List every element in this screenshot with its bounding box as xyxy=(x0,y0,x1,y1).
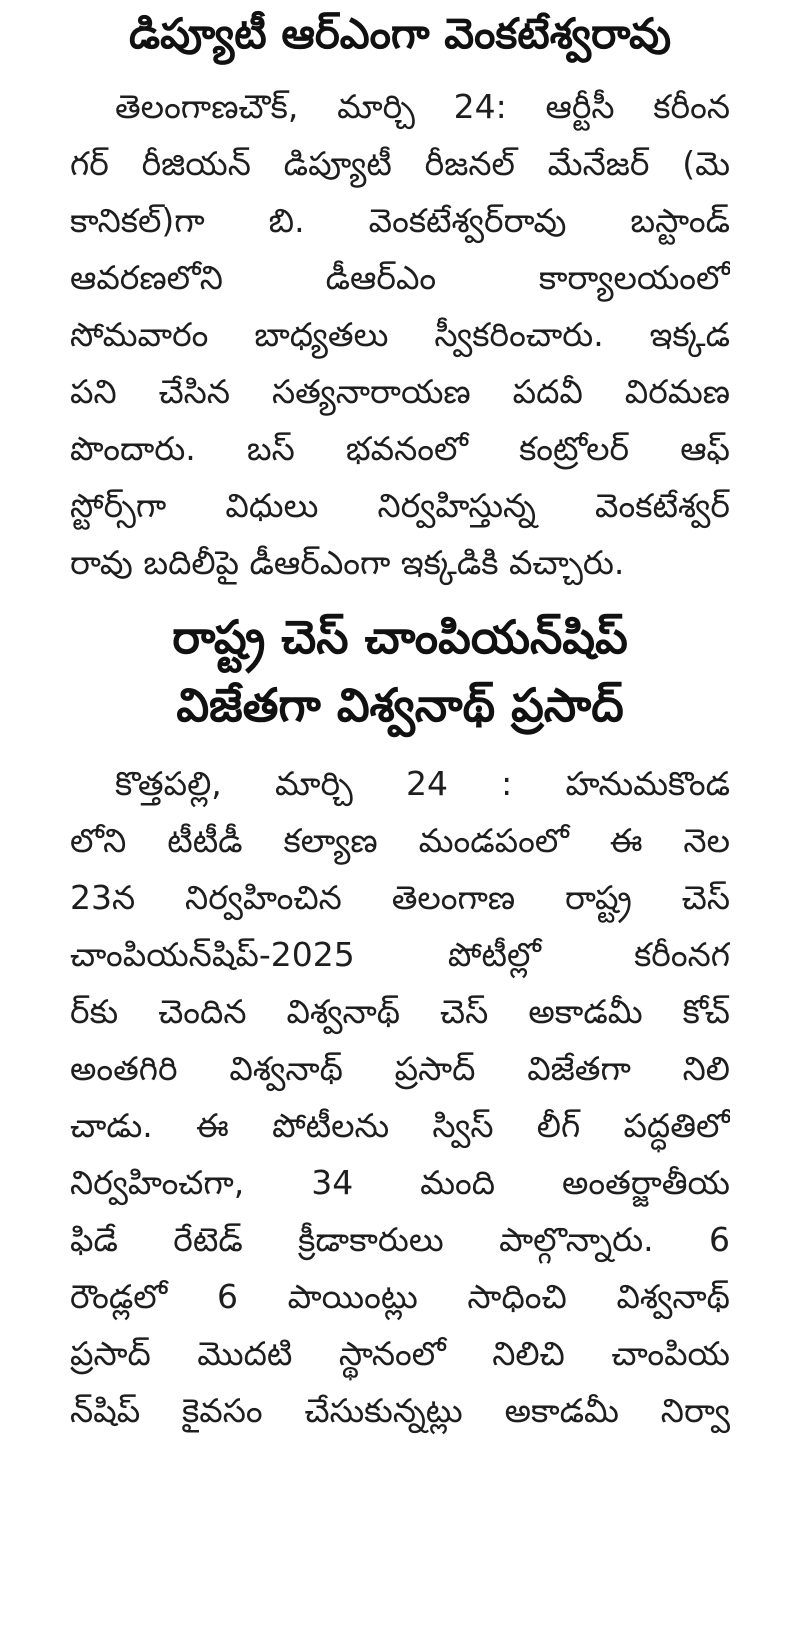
story-2-line: చాడు. ఈ పోటీలను స్విస్ లీగ్ పద్ధతిలో xyxy=(70,1106,730,1145)
story-1-headline: డిప్యూటీ ఆర్ఎంగా వెంకటేశ్వరావు xyxy=(128,9,672,58)
story-1-line: పని చేసిన సత్యనారాయణ పదవీ విరమణ xyxy=(70,372,730,411)
story-2-line: అంతగిరి విశ్వనాథ్ ప్రసాద్ విజేతగా నిలి xyxy=(70,1049,730,1088)
story-2-line: లోని టీటీడీ కల్యాణ మండపంలో ఈ నెల xyxy=(70,821,730,860)
story-1-line: గర్ రీజియన్ డిప్యూటీ రీజనల్ మేనేజర్ (మె xyxy=(70,144,730,183)
story-1-line: కానికల్)గా బి. వెంకటేశ్వర్‌రావు బస్టాండ్ xyxy=(70,201,730,240)
story-1-line: పొందారు. బస్ భవనంలో కంట్రోలర్ ఆఫ్ xyxy=(70,429,730,468)
story-2-line: కొత్తపల్లి, మార్చి 24 : హనుమకొండ xyxy=(115,764,730,803)
story-2-body xyxy=(70,755,730,1439)
story-1-line: తెలంగాణచౌక్, మార్చి 24: ఆర్టీసీ కరీంన xyxy=(115,87,730,126)
story-2-line: ర్‌కు చెందిన విశ్వనాథ్ చెస్ అకాడమీ కోచ్ xyxy=(70,992,730,1031)
story-2-line: నిర్వహించగా, 34 మంది అంతర్జాతీయ xyxy=(70,1163,730,1202)
story-1-line: రావు బదిలీపై డీఆర్ఎంగా ఇక్కడికి వచ్చారు. xyxy=(70,543,625,582)
story-2-line: చాంపియన్‌షిప్-2025 పోటీల్లో కరీంనగ xyxy=(70,935,730,974)
story-2-line: 23న నిర్వహించిన తెలంగాణ రాష్ట్ర చెస్ xyxy=(70,878,730,917)
story-2-line: ఫిడే రేటెడ్ క్రీడాకారులు పాల్గొన్నారు. 6 xyxy=(70,1220,730,1259)
story-1-body xyxy=(70,78,730,591)
story-2-headline-line-2: విజేతగా విశ్వనాథ్ ప్రసాద్ xyxy=(176,678,624,732)
story-2-line: రౌండ్లలో 6 పాయింట్లు సాధించి విశ్వనాథ్ xyxy=(70,1277,730,1316)
story-1-line: స్టోర్స్‌గా విధులు నిర్వహిస్తున్న వెంకటేశ్వర్ xyxy=(70,486,730,525)
story-1-line: సోమవారం బాధ్యతలు స్వీకరించారు. ఇక్కడ xyxy=(70,315,730,354)
story-2-line: ప్రసాద్ మొదటి స్థానంలో నిలిచి చాంపియ xyxy=(70,1334,730,1373)
story-1-line: ఆవరణలోని డీఆర్ఎం కార్యాలయంలో xyxy=(70,258,730,297)
story-2-headline-line-1: రాష్ట్ర చెస్ చాంపియన్‌షిప్ xyxy=(172,610,628,664)
story-2-line: న్‌షిప్ కైవసం చేసుకున్నట్లు అకాడమీ నిర్వా xyxy=(70,1391,730,1430)
